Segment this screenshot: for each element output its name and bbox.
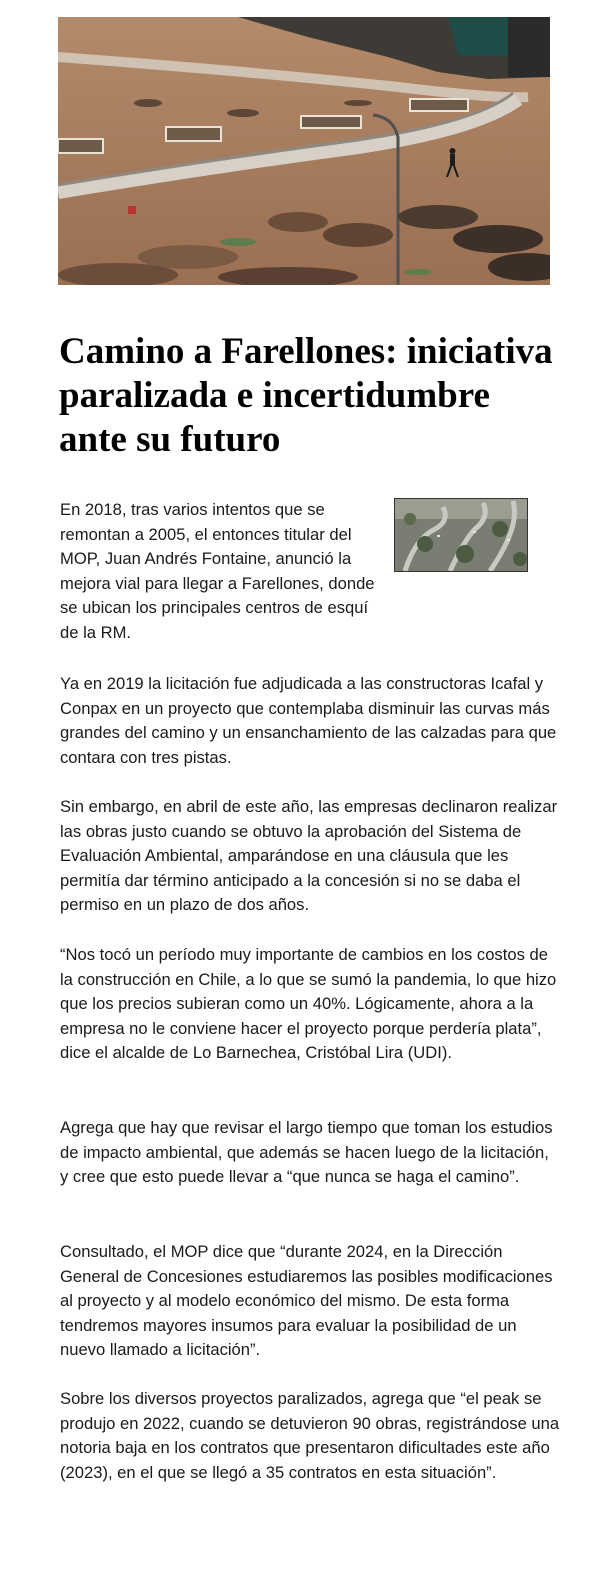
paragraph-6: Consultado, el MOP dice que “durante 2024, en la Dirección General de Concesiones estudiaremos las posibles modificaciones al proyecto y al modelo económico del mismo. De esta forma tendremos mayores insumos para evaluar la posibilidad de un nuevo llamado a licitación”. bbox=[60, 1242, 553, 1359]
paragraph-2: Ya en 2019 la licitación fue adjudicada a las constructoras Icafal y Conpax en un proyecto que contemplaba disminuir las curvas más grandes del camino y un ensanchamiento de las calzadas para que contara con tres pistas. bbox=[60, 674, 557, 767]
hero-photo bbox=[58, 17, 550, 285]
paragraph-5: Agrega que hay que revisar el largo tiempo que toman los estudios de impacto ambiental, que además se hacen luego de la licitación, y cree que esto puede llevar a “que nunca se haga el camino”. bbox=[60, 1118, 553, 1186]
hero-photo-illustration bbox=[58, 17, 550, 285]
paragraph-3: Sin embargo, en abril de este año, las empresas declinaron realizar las obras justo cuando se obtuvo la aprobación del Sistema de Evaluación Ambiental, amparándose en una cláusula que les permitía dar término anticipado a la concesión si no se daba el permiso en un plazo de dos años. bbox=[60, 797, 558, 914]
article-headline: Camino a Farellones: iniciativa paralizada e incertidumbre ante su futuro bbox=[59, 331, 553, 460]
road-thumbnail-photo bbox=[394, 498, 528, 572]
road-thumbnail-illustration bbox=[395, 499, 527, 571]
paragraph-1: En 2018, tras varios intentos que se remontan a 2005, el entonces titular del MOP, Juan Andrés Fontaine, anunció la mejora vial para llegar a Farellones, donde se ubican los principales centros de esquí de la RM. bbox=[60, 500, 375, 642]
paragraph-4: “Nos tocó un período muy importante de cambios en los costos de la construcción en Chile, a lo que se sumó la pandemia, lo que hizo que los precios subieran como un 40%. Lógicamente, ahora a la empresa no le conviene hacer el proyecto porque perdería plata”, dice el alcalde de Lo Barnechea, Cristóbal Lira (UDI). bbox=[60, 945, 557, 1062]
paragraph-7: Sobre los diversos proyectos paralizados, agrega que “el peak se produjo en 2022, cuando se detuvieron 90 obras, registrándose una notoria baja en los contratos que presentaron dificultades este año (2023), en el que se llegó a 35 contratos en esta situación”. bbox=[60, 1389, 560, 1482]
